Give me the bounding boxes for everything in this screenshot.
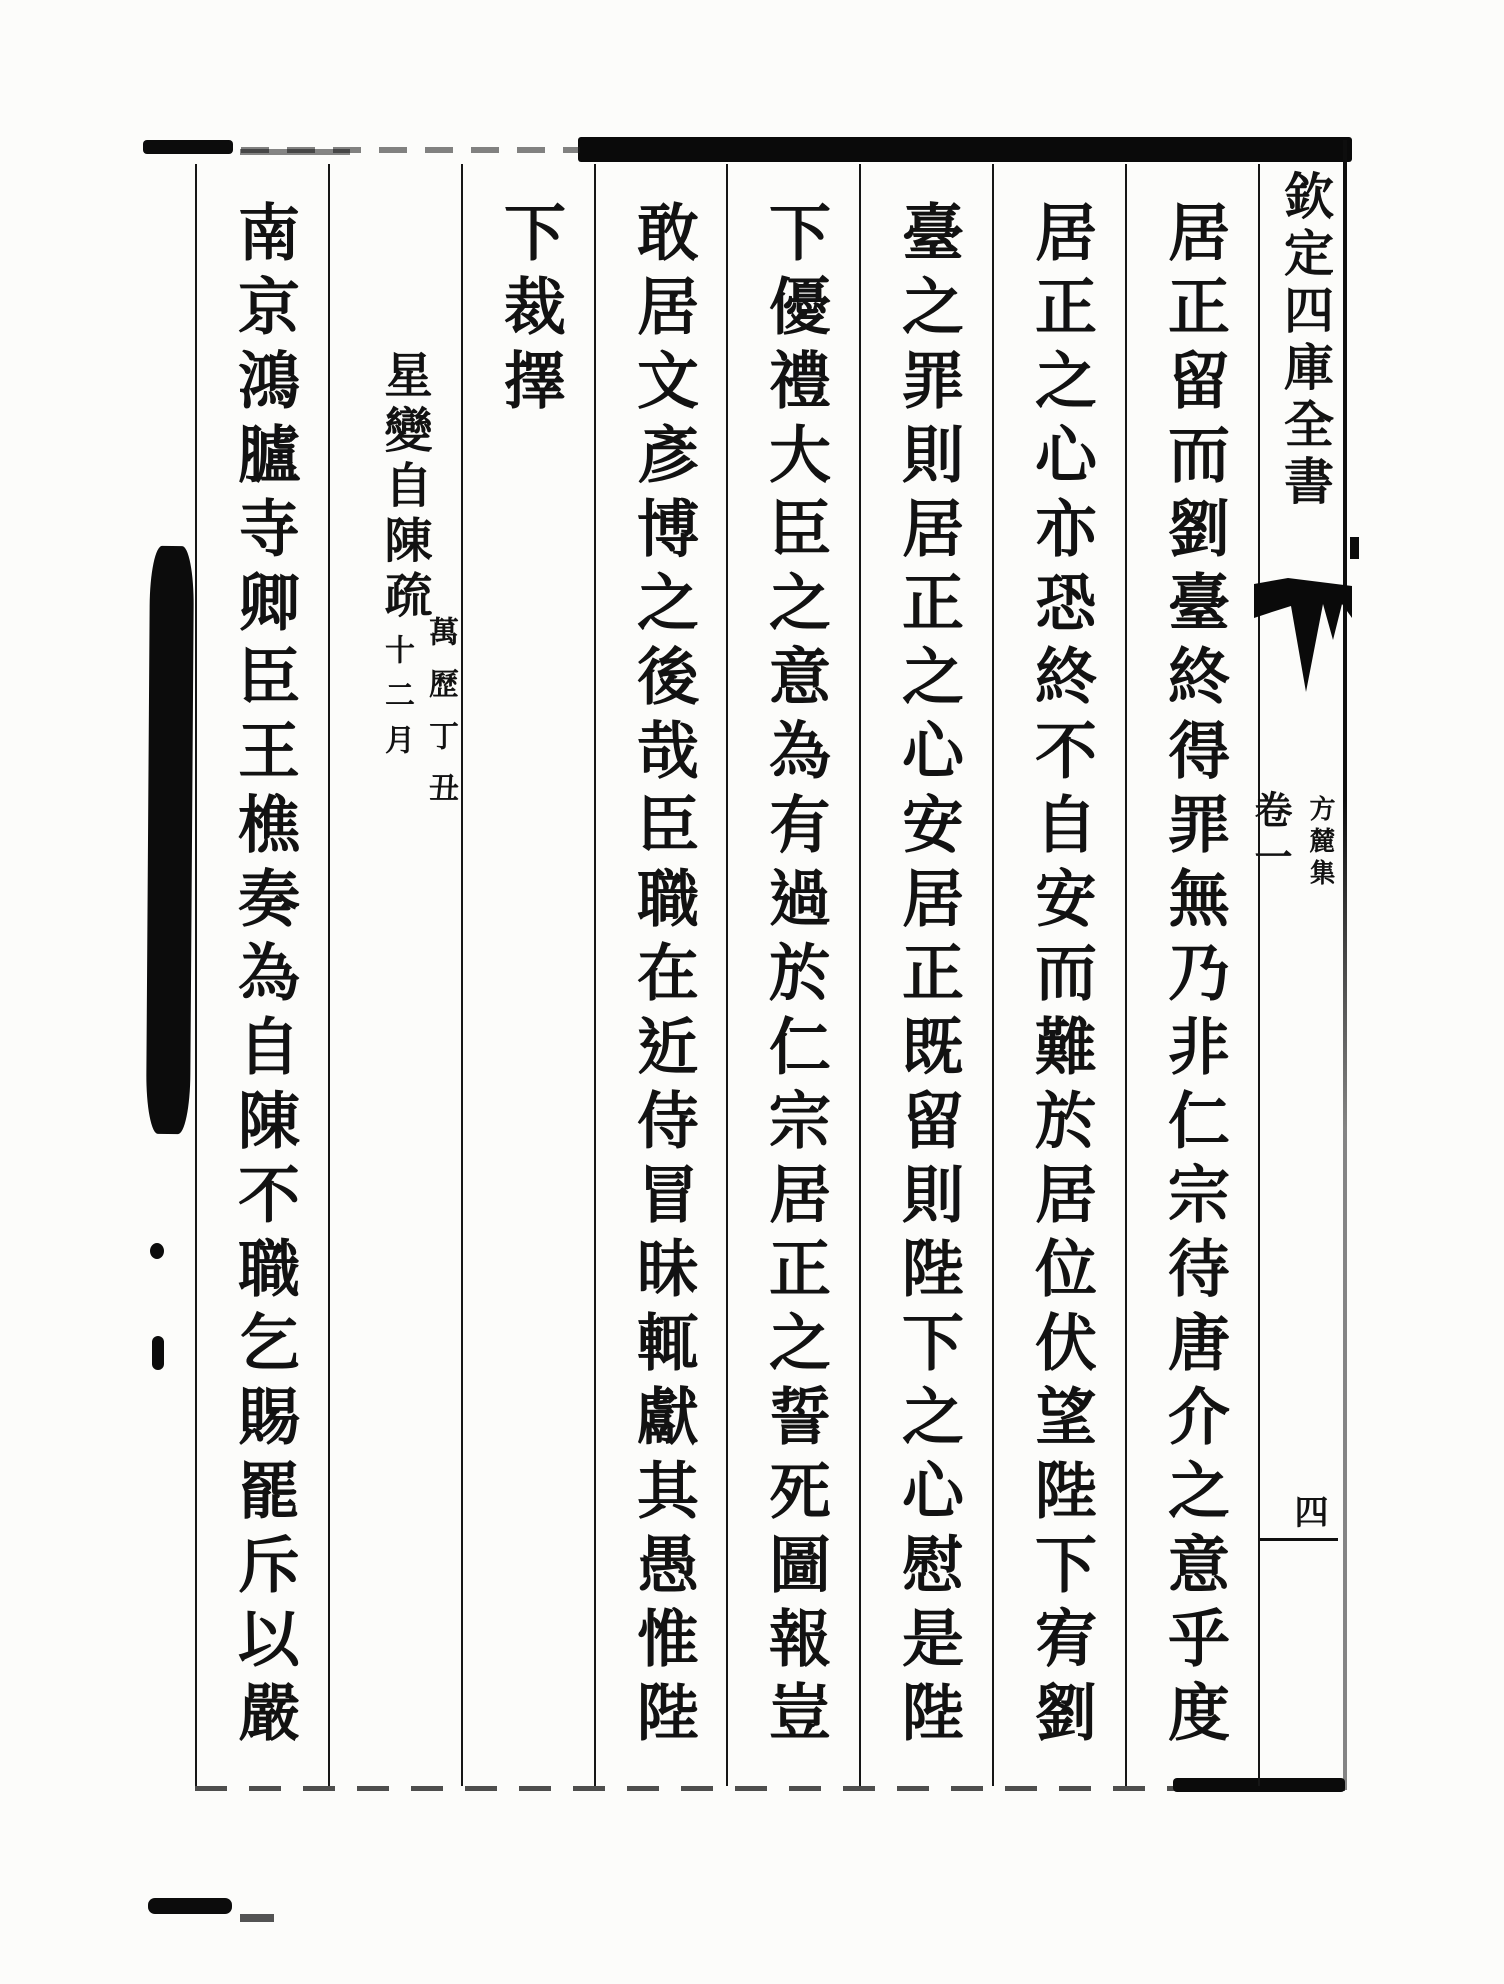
scan-artifact-top-left-dash-2 [240, 149, 350, 155]
book-title: 方麓集 [1306, 795, 1335, 891]
column-text: 敢居文彥博之後哉臣職在近侍冒昧輒獻其愚惟陛 [627, 200, 696, 1754]
folio-number: 四 [1289, 1494, 1326, 1528]
date-note-right: 萬歷丁丑 [424, 616, 457, 824]
date-note [381, 616, 455, 824]
column-text: 下優禮大臣之意為有過於仁宗居正之誓死圖報豈 [759, 200, 828, 1754]
text-column-4 [726, 164, 859, 1786]
scan-artifact-top-left-dash [143, 140, 233, 154]
title-column [1248, 164, 1345, 1786]
ink-blot-icon [1254, 578, 1352, 696]
memorial-title: 星變自陳疏 [377, 350, 430, 625]
memorial-opening-column [195, 164, 328, 1786]
column-text: 居正之心亦恐終不自安而難於居位伏望陛下宥劉 [1025, 200, 1094, 1754]
text-column-6 [461, 164, 594, 1786]
column-text: 居正留而劉臺終得罪無乃非仁宗待唐介之意乎度 [1158, 200, 1227, 1754]
scan-artifact-right-tick [1350, 537, 1359, 559]
top-border-bar [578, 137, 1352, 162]
scan-artifact-mark [152, 1336, 164, 1370]
collection-title: 欽定四庫全書 [1277, 170, 1333, 512]
volume-label: 卷一 [1248, 790, 1290, 884]
text-column-2 [992, 164, 1125, 1786]
folio-divider-line [1260, 1538, 1338, 1541]
date-note-left: 十二月 [380, 634, 413, 769]
scan-artifact-ink-streak [146, 546, 194, 1134]
column-text: 南京鴻臚寺卿臣王樵奏為自陳不職乞賜罷斥以嚴 [228, 200, 297, 1754]
text-column-1 [1125, 164, 1258, 1786]
scan-artifact-dot [150, 1243, 164, 1259]
text-column-3 [859, 164, 992, 1786]
memorial-heading-column [328, 164, 461, 1786]
text-column-5 [594, 164, 727, 1786]
scan-artifact-bottom-left-dash-2 [240, 1914, 274, 1922]
column-text: 下裁擇 [494, 200, 563, 422]
scan-artifact-bottom-left-dash [148, 1898, 232, 1914]
column-text: 臺之罪則居正之心安居正既留則陛下之心慰是陛 [892, 200, 961, 1754]
